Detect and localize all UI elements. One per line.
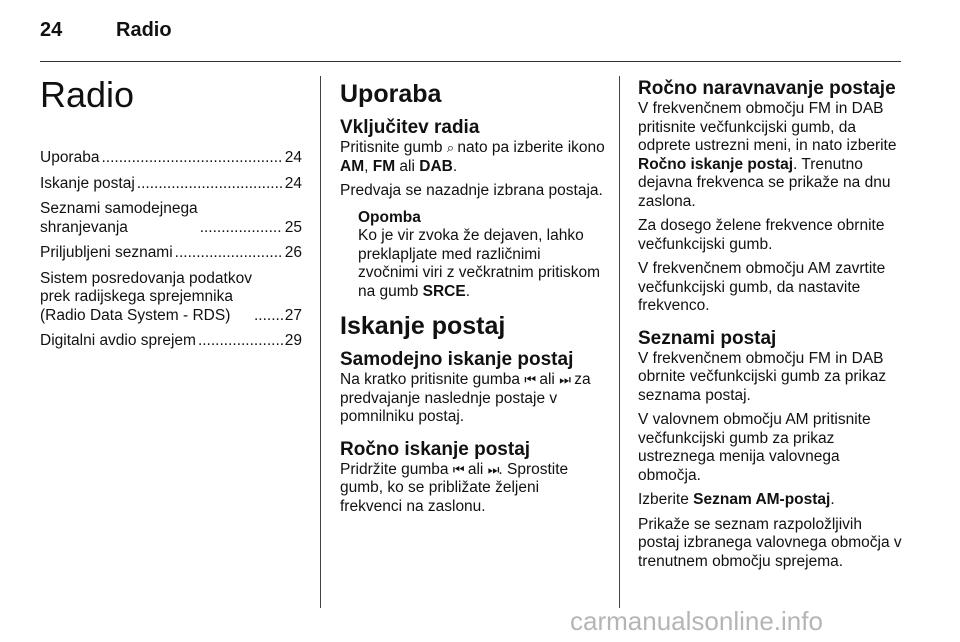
column-divider-1 — [320, 76, 321, 608]
paragraph: Pridržite gumba ⏮ ali ⏭. Sprostite gumb, ko se približate željeni frekvenci na zaslonu. — [340, 460, 569, 515]
heading-naravnavanje: Ročno naravnavanje postaje — [638, 78, 896, 99]
seek-forward-icon: ⏭ — [559, 372, 570, 387]
note-title: Opomba — [358, 208, 421, 226]
heading-uporaba: Uporaba — [340, 80, 442, 108]
header-divider — [40, 61, 901, 62]
note-text: Ko je vir zvoka že dejaven, lahko preklapljate med različnimi zvočnimi viri z večkratnim pritiskom na gumb SRCE. — [358, 227, 601, 300]
paragraph: V frekvenčnem območju AM zavrtite večfunkcijski gumb, da nastavite frekvenco. — [638, 260, 886, 314]
note-box — [358, 209, 605, 302]
seek-back-icon: ⏮ — [524, 372, 536, 387]
heading-rocno: Ročno iskanje postaj — [340, 438, 531, 460]
section-title: Radio — [116, 19, 172, 41]
table-of-contents — [40, 149, 302, 351]
paragraph: Predvaja se nazadnje izbrana postaja. — [340, 182, 603, 199]
paragraph: Za dosego želene frekvence obrnite večfunkcijski gumb. — [638, 217, 885, 253]
radio-icon: ⌕ — [446, 140, 454, 155]
seek-back-icon: ⏮ — [452, 461, 464, 477]
toc-column — [40, 72, 302, 358]
toc-item[interactable]: Digitalni avdio sprejem ..... 29 — [40, 332, 302, 351]
heading-iskanje: Iskanje postaj — [340, 312, 506, 340]
heading-seznami: Seznami postaj — [638, 327, 777, 349]
toc-item[interactable]: Iskanje postaj ..... 24 — [40, 175, 302, 194]
page-header — [40, 19, 172, 42]
paragraph: Pritisnite gumb ⌕ nato pa izberite ikono AM, FM ali DAB. — [340, 139, 605, 175]
watermark: carmanualsonline.info — [570, 606, 823, 636]
toc-item[interactable]: Seznami samodejnega shranjevanja ..... 25 — [40, 200, 302, 237]
seek-forward-icon: ⏭ — [487, 461, 499, 477]
heading-samodejno: Samodejno iskanje postaj — [340, 349, 574, 370]
paragraph: V valovnem območju AM pritisnite večfunkcijski gumb za prikaz ustreznega menija valovnega območja. — [638, 411, 871, 484]
paragraph: V frekvenčnem območju FM in DAB obrnite večfunkcijski gumb za prikaz seznama postaj. — [638, 349, 887, 404]
heading-vklop: Vključitev radia — [340, 117, 480, 138]
paragraph: Izberite Seznam AM-postaj. — [638, 491, 835, 508]
toc-item[interactable]: Uporaba ..... 24 — [40, 149, 302, 168]
column-divider-2 — [619, 76, 620, 608]
content-column-2 — [340, 72, 605, 522]
paragraph: V frekvenčnem območju FM in DAB pritisnite večfunkcijski gumb, da odprete ustrezni meni, in nato izberite Ročno iskanje postaj. Trenutno dejavna frekvenca se prikaže na dnu zaslona. — [638, 100, 897, 210]
chapter-title: Radio — [40, 74, 135, 115]
content-column-3 — [638, 72, 903, 577]
toc-item[interactable]: Sistem posredovanja podatkov prek radijskega sprejemnika (Radio Data System - RDS) ..... 27 — [40, 270, 302, 326]
paragraph: Na kratko pritisnite gumba ⏮ ali ⏭ za predvajanje naslednje postaje v pomnilniku postaj. — [340, 371, 591, 425]
toc-item[interactable]: Priljubljeni seznami ..... 26 — [40, 244, 302, 263]
page-number: 24 — [40, 19, 63, 41]
paragraph: Prikaže se seznam razpoložljivih postaj izbranega valovnega območja v trenutnem območju sprejema. — [638, 515, 902, 570]
